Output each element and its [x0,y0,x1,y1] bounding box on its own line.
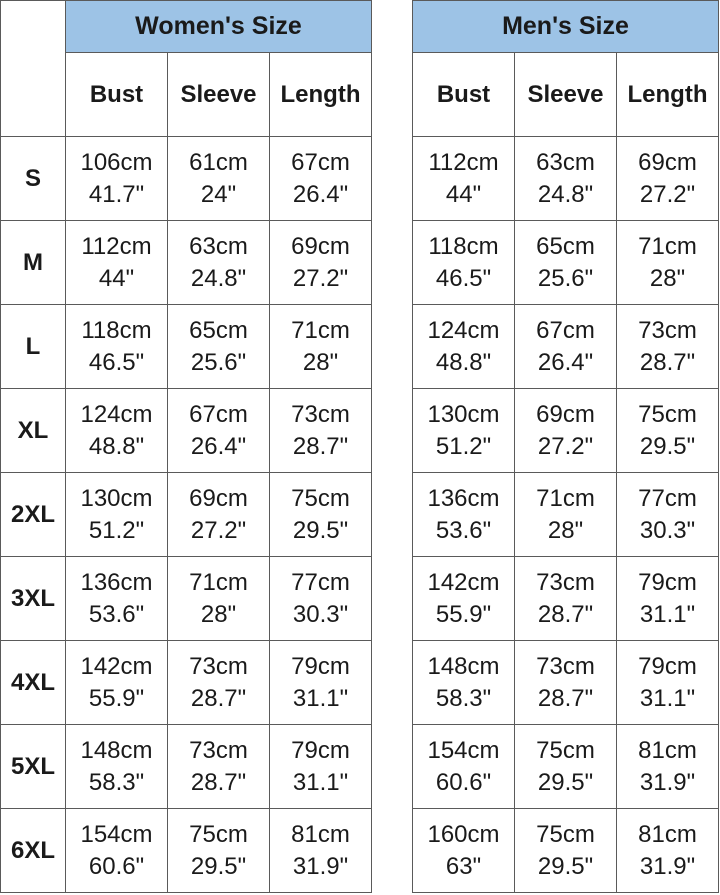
inch-value: 27.2" [292,264,349,292]
men-sleeve-cell [515,557,617,641]
inch-value: 24.8" [537,180,594,208]
centimeter-value: 148cm [427,652,500,680]
inch-value: 28.7" [537,600,594,628]
centimeter-value: 77cm [638,484,697,512]
size-label: 6XL [1,809,66,893]
inch-value: 29.5" [292,516,349,544]
inch-value: 27.2" [190,516,247,544]
men-bust-cell [413,137,515,221]
men-bust-cell [413,305,515,389]
centimeter-value: 79cm [291,736,350,764]
centimeter-value: 71cm [291,316,350,344]
men-sleeve-cell [515,305,617,389]
centimeter-value: 142cm [427,568,500,596]
centimeter-value: 65cm [189,316,248,344]
centimeter-value: 154cm [80,820,153,848]
women-sleeve-cell [168,725,270,809]
women-sleeve-cell [168,641,270,725]
inch-value: 27.2" [537,432,594,460]
centimeter-value: 67cm [189,400,248,428]
centimeter-value: 75cm [638,400,697,428]
inch-value: 29.5" [537,768,594,796]
column-gap [372,137,413,221]
men-length-cell [617,473,719,557]
women-sleeve-cell [168,389,270,473]
centimeter-value: 124cm [80,400,153,428]
women-sleeve-cell [168,305,270,389]
women-bust-cell [66,305,168,389]
centimeter-value: 73cm [536,568,595,596]
inch-value: 46.5" [88,348,145,376]
inch-value: 31.1" [639,600,696,628]
centimeter-value: 81cm [291,820,350,848]
men-length-cell [617,137,719,221]
inch-value: 51.2" [88,516,145,544]
centimeter-value: 148cm [80,736,153,764]
size-label: 5XL [1,725,66,809]
inch-value: 31.9" [639,768,696,796]
centimeter-value: 118cm [81,316,152,344]
women-length-cell [270,473,372,557]
centimeter-value: 69cm [291,232,350,260]
group-header-row [1,1,719,53]
inch-value: 28" [200,600,237,628]
inch-value: 31.1" [639,684,696,712]
size-row [1,725,719,809]
inch-value: 28" [649,264,686,292]
inch-value: 51.2" [435,432,492,460]
inch-value: 30.3" [639,516,696,544]
centimeter-value: 67cm [291,148,350,176]
women-length-cell [270,305,372,389]
inch-value: 26.4" [537,348,594,376]
women-bust-header: Bust [66,53,168,137]
centimeter-value: 136cm [427,484,500,512]
men-bust-cell [413,725,515,809]
column-gap [372,305,413,389]
inch-value: 28" [302,348,339,376]
column-gap [372,809,413,893]
centimeter-value: 79cm [638,568,697,596]
size-label: L [1,305,66,389]
men-sleeve-cell [515,809,617,893]
size-row [1,473,719,557]
men-bust-header: Bust [413,53,515,137]
women-length-header: Length [270,53,372,137]
men-size-header: Men's Size [413,1,719,53]
men-sleeve-cell [515,137,617,221]
size-row [1,305,719,389]
inch-value: 31.9" [639,852,696,880]
men-sleeve-header: Sleeve [515,53,617,137]
inch-value: 25.6" [190,348,247,376]
inch-value: 48.8" [88,432,145,460]
size-row [1,221,719,305]
centimeter-value: 73cm [189,736,248,764]
inch-value: 58.3" [435,684,492,712]
men-length-cell [617,809,719,893]
women-bust-cell [66,557,168,641]
inch-value: 28.7" [639,348,696,376]
size-row [1,557,719,641]
centimeter-value: 63cm [536,148,595,176]
women-sleeve-cell [168,809,270,893]
inch-value: 28" [547,516,584,544]
inch-value: 44" [445,180,482,208]
centimeter-value: 81cm [638,736,697,764]
centimeter-value: 160cm [427,820,500,848]
inch-value: 29.5" [537,852,594,880]
size-row [1,641,719,725]
men-length-cell [617,389,719,473]
size-label: XL [1,389,66,473]
centimeter-value: 61cm [189,148,248,176]
women-bust-cell [66,137,168,221]
size-label: 4XL [1,641,66,725]
centimeter-value: 63cm [189,232,248,260]
inch-value: 58.3" [88,768,145,796]
inch-value: 24" [200,180,237,208]
men-sleeve-cell [515,389,617,473]
inch-value: 55.9" [88,684,145,712]
centimeter-value: 75cm [291,484,350,512]
women-sleeve-cell [168,473,270,557]
centimeter-value: 69cm [189,484,248,512]
size-row [1,809,719,893]
men-bust-cell [413,809,515,893]
inch-value: 63" [445,852,482,880]
centimeter-value: 136cm [80,568,153,596]
column-gap [372,473,413,557]
inch-value: 28.7" [190,768,247,796]
men-bust-cell [413,557,515,641]
centimeter-value: 69cm [638,148,697,176]
women-bust-cell [66,221,168,305]
centimeter-value: 73cm [536,652,595,680]
women-bust-cell [66,473,168,557]
inch-value: 31.9" [292,852,349,880]
size-label: 3XL [1,557,66,641]
inch-value: 28.7" [292,432,349,460]
centimeter-value: 75cm [536,736,595,764]
women-sleeve-cell [168,221,270,305]
column-gap [372,389,413,473]
inch-value: 31.1" [292,768,349,796]
men-length-cell [617,641,719,725]
column-gap [372,557,413,641]
women-length-cell [270,809,372,893]
women-sleeve-header: Sleeve [168,53,270,137]
centimeter-value: 112cm [428,148,499,176]
size-label: 2XL [1,473,66,557]
centimeter-value: 71cm [536,484,595,512]
column-gap [372,725,413,809]
centimeter-value: 71cm [189,568,248,596]
centimeter-value: 142cm [80,652,153,680]
men-sleeve-cell [515,473,617,557]
inch-value: 60.6" [88,852,145,880]
women-bust-cell [66,641,168,725]
inch-value: 31.1" [292,684,349,712]
men-sleeve-cell [515,641,617,725]
women-length-cell [270,137,372,221]
inch-value: 48.8" [435,348,492,376]
centimeter-value: 71cm [638,232,697,260]
inch-value: 55.9" [435,600,492,628]
inch-value: 28.7" [190,684,247,712]
size-row [1,389,719,473]
women-bust-cell [66,389,168,473]
men-bust-cell [413,641,515,725]
centimeter-value: 124cm [427,316,500,344]
centimeter-value: 106cm [80,148,153,176]
inch-value: 25.6" [537,264,594,292]
inch-value: 26.4" [190,432,247,460]
men-length-cell [617,725,719,809]
inch-value: 27.2" [639,180,696,208]
inch-value: 53.6" [435,516,492,544]
centimeter-value: 73cm [638,316,697,344]
inch-value: 24.8" [190,264,247,292]
centimeter-value: 118cm [428,232,499,260]
column-gap [372,1,413,137]
centimeter-value: 65cm [536,232,595,260]
men-bust-cell [413,221,515,305]
men-length-cell [617,557,719,641]
men-sleeve-cell [515,725,617,809]
centimeter-value: 79cm [638,652,697,680]
centimeter-value: 73cm [189,652,248,680]
column-gap [372,221,413,305]
inch-value: 30.3" [292,600,349,628]
women-sleeve-cell [168,137,270,221]
corner-cell [1,1,66,137]
centimeter-value: 69cm [536,400,595,428]
inch-value: 29.5" [639,432,696,460]
men-length-cell [617,221,719,305]
centimeter-value: 67cm [536,316,595,344]
women-length-cell [270,557,372,641]
centimeter-value: 112cm [81,232,152,260]
women-length-cell [270,389,372,473]
inch-value: 29.5" [190,852,247,880]
centimeter-value: 77cm [291,568,350,596]
centimeter-value: 79cm [291,652,350,680]
column-header-row [1,53,719,137]
women-sleeve-cell [168,557,270,641]
women-length-cell [270,221,372,305]
men-bust-cell [413,389,515,473]
centimeter-value: 75cm [189,820,248,848]
inch-value: 46.5" [435,264,492,292]
column-gap [372,641,413,725]
size-label: S [1,137,66,221]
women-size-header: Women's Size [66,1,372,53]
women-bust-cell [66,809,168,893]
women-length-cell [270,641,372,725]
inch-value: 44" [98,264,135,292]
centimeter-value: 81cm [638,820,697,848]
centimeter-value: 130cm [80,484,153,512]
centimeter-value: 130cm [427,400,500,428]
inch-value: 28.7" [537,684,594,712]
men-length-header: Length [617,53,719,137]
women-length-cell [270,725,372,809]
centimeter-value: 75cm [536,820,595,848]
size-row [1,137,719,221]
men-length-cell [617,305,719,389]
men-bust-cell [413,473,515,557]
women-bust-cell [66,725,168,809]
inch-value: 60.6" [435,768,492,796]
size-label: M [1,221,66,305]
centimeter-value: 154cm [427,736,500,764]
centimeter-value: 73cm [291,400,350,428]
inch-value: 41.7" [88,180,145,208]
inch-value: 26.4" [292,180,349,208]
inch-value: 53.6" [88,600,145,628]
men-sleeve-cell [515,221,617,305]
